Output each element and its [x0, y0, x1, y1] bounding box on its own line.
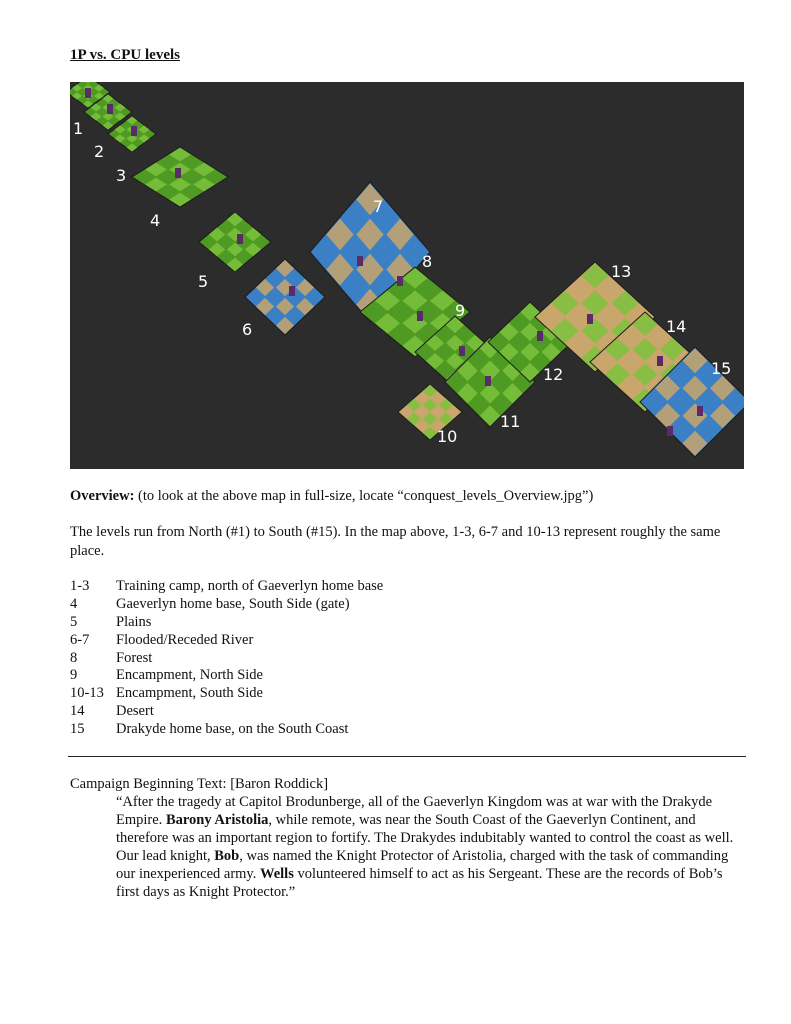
campaign-text-part: , while remote, was near the South Coast of the Gaeverlyn Continent, and therefore was an important region to fortify. The Drakydes indubitably wanted to control the coast as well. Our lead knight,: [116, 811, 734, 864]
map-label-15: 15: [711, 359, 732, 378]
level-description: Desert: [116, 703, 154, 720]
map-label-14: 14: [666, 317, 687, 336]
level-number: 9: [70, 667, 78, 684]
campaign-text: [116, 794, 741, 901]
list-item: [70, 614, 383, 632]
level-description: Forest: [116, 649, 153, 666]
level-description: Encampment, North Side: [116, 667, 263, 684]
list-item: [70, 685, 383, 703]
campaign-bold-bob: Bob: [214, 847, 240, 864]
list-item: [70, 632, 383, 650]
list-item: [70, 578, 383, 596]
campaign-bold-barony: Barony Aristolia: [165, 811, 269, 828]
map-tiles: [70, 82, 744, 457]
level-description: Drakyde home base, on the South Coast: [116, 721, 349, 738]
level-description: Training camp, north of Gaeverlyn home base: [116, 578, 384, 594]
list-item: [70, 721, 383, 739]
map-canvas: [70, 82, 744, 469]
overview-text: (to look at the above map in full-size, locate “conquest_levels_Overview.jpg”): [134, 488, 594, 504]
map-label-2: 2: [94, 142, 105, 161]
map-label-8: 8: [422, 252, 433, 271]
level-number: 5: [70, 613, 78, 630]
campaign-bold-wells: Wells: [260, 865, 294, 882]
map-label-3: 3: [116, 166, 127, 185]
level-number: 10-13: [70, 685, 104, 702]
campaign-text-part: , was named the Knight Protector of Aristolia, charged with the task of commanding our inexperienced army.: [116, 847, 729, 882]
map-label-4: 4: [150, 211, 161, 230]
level-description: Flooded/Receded River: [116, 631, 254, 648]
map-label-12: 12: [543, 365, 564, 384]
map-label-6: 6: [242, 320, 253, 339]
map-label-13: 13: [611, 262, 632, 281]
level-number: 4: [70, 595, 78, 612]
level-number: 14: [70, 703, 85, 720]
level-number: 8: [70, 649, 78, 666]
level-list: [70, 578, 383, 739]
level-description: Gaeverlyn home base, South Side (gate): [116, 595, 350, 612]
list-item: [70, 596, 383, 614]
list-item: [70, 703, 383, 721]
section-divider: [68, 756, 746, 757]
campaign-heading: Campaign Beginning Text: [Baron Roddick]: [70, 776, 329, 792]
level-number: 6-7: [70, 631, 90, 648]
level-number: 1-3: [70, 578, 90, 594]
list-item: [70, 650, 383, 668]
list-item: [70, 667, 383, 685]
map-label-11: 11: [500, 412, 521, 431]
overview-line: [70, 488, 593, 505]
level-description: Encampment, South Side: [116, 685, 263, 702]
map-label-7: 7: [373, 197, 384, 216]
level-overview-map: [70, 82, 744, 469]
campaign-text-part: “After the tragedy at Capitol Brodunberge, all of the Gaeverlyn Kingdom was at war with the Drakyde Empire.: [116, 794, 713, 828]
overview-label: Overview:: [70, 488, 135, 504]
map-label-1: 1: [73, 119, 84, 138]
campaign-text-part: volunteered himself to act as his Sergeant. These are the records of Bob’s first days as Knight Protector.”: [116, 865, 723, 900]
map-label-5: 5: [198, 272, 209, 291]
page-title: 1P vs. CPU levels: [70, 47, 180, 63]
map-label-9: 9: [455, 301, 466, 320]
level-number: 15: [70, 721, 85, 738]
level-description: Plains: [116, 613, 152, 630]
intro-paragraph: The levels run from North (#1) to South (#15). In the map above, 1-3, 6-7 and 10-13 represent roughly the same place.: [70, 524, 721, 559]
map-label-10: 10: [437, 427, 458, 446]
